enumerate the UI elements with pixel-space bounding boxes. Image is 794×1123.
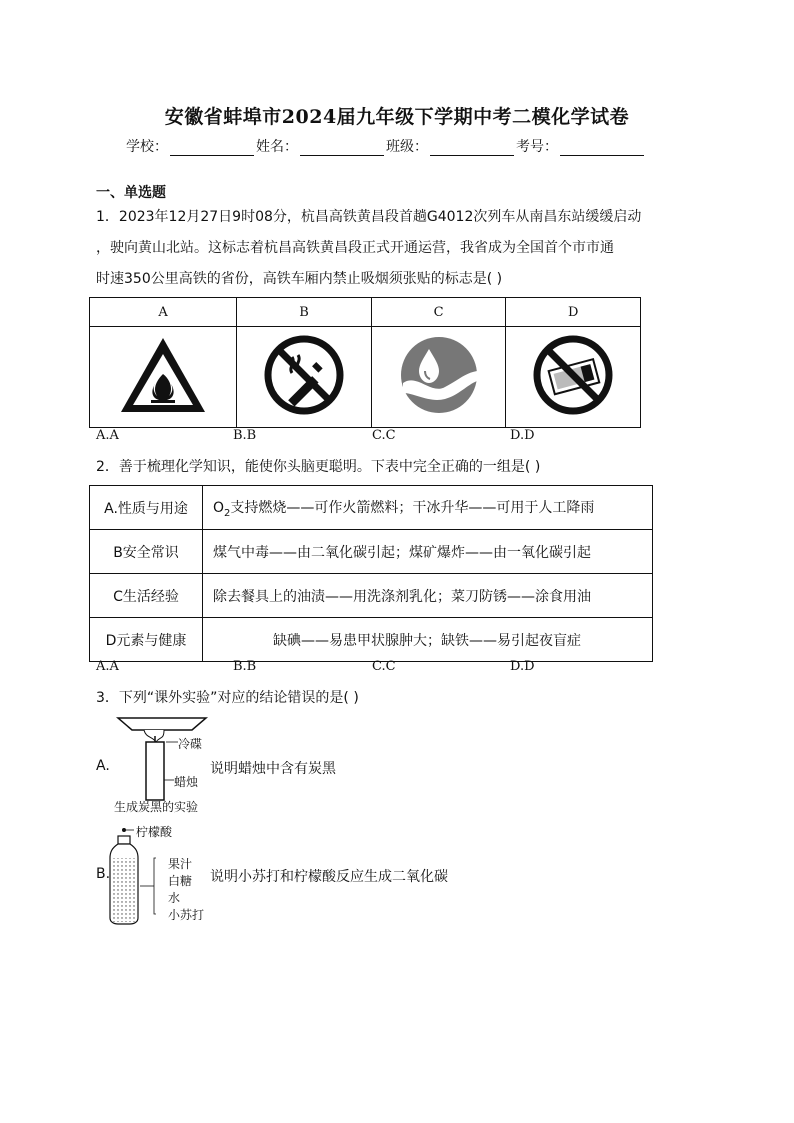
- q1-option-d[interactable]: D.D: [510, 428, 535, 443]
- q1-options: [96, 428, 656, 444]
- q2-row-d-content: 缺碘——易患甲状腺肿大；缺铁——易引起夜盲症: [203, 618, 653, 662]
- name-blank[interactable]: [300, 140, 384, 156]
- candle-label: 蜡烛: [174, 775, 199, 789]
- q2-knowledge-table: [89, 485, 653, 662]
- school-blank[interactable]: [170, 140, 254, 156]
- q1-cell-b: [237, 327, 372, 428]
- q3-option-b-letter[interactable]: B.: [96, 866, 111, 882]
- q1-header-d: D: [506, 298, 641, 327]
- sugar-label: 白糖: [168, 874, 193, 888]
- q1-cell-d: [506, 327, 641, 428]
- q2-row-c-label: C生活经验: [90, 574, 203, 618]
- exam-number-label: 考号：: [516, 139, 558, 155]
- candle-soot-diagram: [112, 712, 212, 804]
- q2-row-d-label: D元素与健康: [90, 618, 203, 662]
- q2-option-c[interactable]: C.C: [372, 659, 396, 674]
- exam-title: 安徽省蚌埠市2024届九年级下学期中考二模化学试卷: [164, 106, 630, 128]
- citric-acid-label: 柠檬酸: [136, 825, 173, 839]
- table-row: [90, 574, 653, 618]
- q1-stem-line-1: 1．2023年12月27日9时08分，杭昌高铁黄昌段首趟G4012次列车从南昌东站缓缓启动: [96, 209, 642, 225]
- q3-option-a-letter[interactable]: A.: [96, 758, 110, 774]
- q1-stem-line-2: ，驶向黄山北站。这标志着杭昌高铁黄昌段正式开通运营，我省成为全国首个市市通: [96, 240, 614, 256]
- table-row: [90, 530, 653, 574]
- q2-options: [96, 659, 656, 675]
- q1-option-c[interactable]: C.C: [372, 428, 396, 443]
- q2-row-b-content: 煤气中毒——由二氧化碳引起；煤矿爆炸——由一氧化碳引起: [203, 530, 653, 574]
- q2-option-d[interactable]: D.D: [510, 659, 535, 674]
- exam-number-blank[interactable]: [560, 140, 644, 156]
- class-label: 班级：: [386, 139, 428, 155]
- q2-row-b-label: B安全常识: [90, 530, 203, 574]
- q1-stem-line-3: 时速350公里高铁的省份，高铁车厢内禁止吸烟须张贴的标志是( ): [96, 271, 503, 287]
- flammable-warning-icon: [117, 334, 209, 416]
- q2-row-a-content: [203, 486, 653, 530]
- q1-header-c: C: [371, 298, 506, 327]
- q2-option-b[interactable]: B.B: [233, 659, 257, 674]
- q1-header-b: B: [237, 298, 372, 327]
- no-smoking-icon: [262, 333, 346, 417]
- table-row: [90, 618, 653, 662]
- student-info-line: [126, 136, 646, 156]
- name-label: 姓名：: [256, 139, 298, 155]
- q1-sign-table: [89, 297, 641, 428]
- q2-stem: 2．善于梳理化学知识，能使你头脑更聪明。下表中完全正确的一组是( ): [96, 459, 541, 475]
- q3-stem: 3．下列“课外实验”对应的结论错误的是( ): [96, 690, 359, 706]
- class-blank[interactable]: [430, 140, 514, 156]
- candle-experiment-caption: 生成炭黑的实验: [114, 800, 199, 814]
- q2-row-a-label: A.性质与用途: [90, 486, 203, 530]
- soda-bottle-diagram: [104, 824, 168, 926]
- baking-soda-label: 小苏打: [168, 908, 205, 922]
- water-saving-icon: [397, 333, 481, 417]
- q2-row-c-content: 除去餐具上的油渍——用洗涤剂乳化；菜刀防锈——涂食用油: [203, 574, 653, 618]
- table-row: [90, 486, 653, 530]
- no-matches-icon: [531, 333, 615, 417]
- q1-cell-a: [90, 327, 237, 428]
- q1-cell-c: [371, 327, 506, 428]
- section-title: 一、单选题: [96, 185, 166, 201]
- q3-option-b-conclusion: 说明小苏打和柠檬酸反应生成二氧化碳: [210, 869, 448, 885]
- q1-header-a: A: [90, 298, 237, 327]
- water-label: 水: [168, 891, 181, 905]
- oxygen-subscript: 2: [224, 507, 231, 519]
- juice-label: 果汁: [168, 857, 193, 871]
- bottle-contents-list: [168, 856, 204, 924]
- q1-option-a[interactable]: A.A: [96, 428, 119, 443]
- q2-row-a-text: 支持燃烧——可作火箭燃料；干冰升华——可用于人工降雨: [230, 499, 595, 516]
- q2-option-a[interactable]: A.A: [96, 659, 119, 674]
- cold-plate-label: 冷碟: [178, 737, 203, 751]
- q1-option-b[interactable]: B.B: [233, 428, 257, 443]
- school-label: 学校：: [126, 139, 168, 155]
- q3-option-a-conclusion: 说明蜡烛中含有炭黑: [210, 761, 336, 777]
- oxygen-symbol: O: [213, 499, 225, 516]
